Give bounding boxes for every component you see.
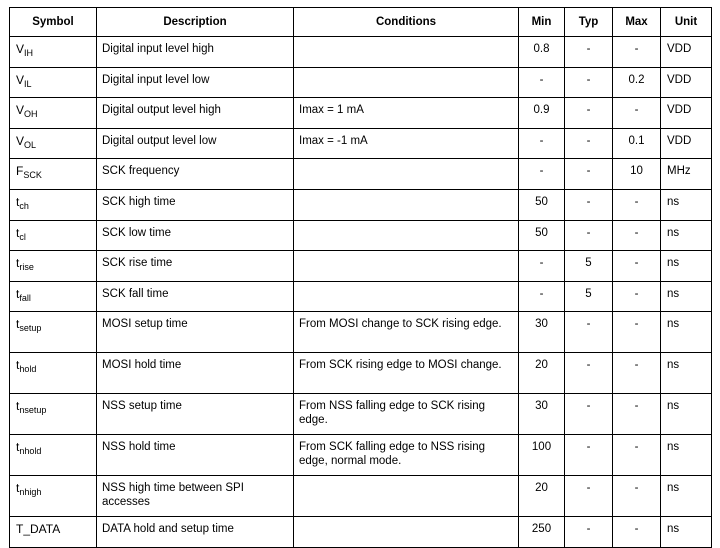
max-cell: - — [613, 476, 661, 517]
max-cell: - — [613, 517, 661, 548]
symbol-cell — [10, 353, 97, 394]
symbol-base: t — [16, 440, 20, 455]
conditions-cell: Imax = 1 mA — [294, 98, 519, 129]
unit-cell: MHz — [661, 159, 712, 190]
conditions-cell — [294, 37, 519, 68]
header-max: Max — [613, 8, 661, 37]
description-cell: SCK high time — [97, 189, 294, 220]
description-cell: Digital output level high — [97, 98, 294, 129]
header-typ: Typ — [565, 8, 613, 37]
description-cell: DATA hold and setup time — [97, 517, 294, 548]
typ-cell: - — [565, 37, 613, 68]
min-cell: - — [519, 128, 565, 159]
symbol-subscript: OH — [24, 109, 38, 120]
description-cell: SCK fall time — [97, 281, 294, 312]
max-cell: 0.1 — [613, 128, 661, 159]
symbol-cell — [10, 394, 97, 435]
min-cell: 250 — [519, 517, 565, 548]
symbol-base: t — [16, 194, 20, 209]
min-cell: 30 — [519, 394, 565, 435]
symbol-cell — [10, 517, 97, 548]
conditions-cell — [294, 281, 519, 312]
unit-cell: ns — [661, 189, 712, 220]
symbol-subscript: IL — [24, 78, 32, 89]
typ-cell: - — [565, 220, 613, 251]
table-body — [10, 37, 712, 548]
min-cell: - — [519, 281, 565, 312]
header-unit: Unit — [661, 8, 712, 37]
table-row — [10, 37, 712, 68]
conditions-cell: From MOSI change to SCK rising edge. — [294, 312, 519, 353]
symbol-subscript: fall — [19, 292, 31, 303]
max-cell: - — [613, 37, 661, 68]
table-row — [10, 98, 712, 129]
unit-cell: ns — [661, 394, 712, 435]
max-cell: - — [613, 312, 661, 353]
symbol-subscript: cl — [19, 231, 26, 242]
symbol-base: V — [16, 103, 25, 118]
min-cell: - — [519, 159, 565, 190]
min-cell: 30 — [519, 312, 565, 353]
typ-cell: - — [565, 67, 613, 98]
symbol-subscript: IH — [24, 48, 34, 58]
typ-cell: - — [565, 312, 613, 353]
max-cell: 10 — [613, 159, 661, 190]
description-cell: NSS high time between SPI accesses — [97, 476, 294, 517]
header-row — [10, 8, 712, 37]
table-row — [10, 251, 712, 282]
table-row — [10, 220, 712, 251]
min-cell: - — [519, 251, 565, 282]
typ-cell: - — [565, 476, 613, 517]
max-cell: - — [613, 251, 661, 282]
symbol-base: V — [16, 133, 25, 148]
unit-cell: ns — [661, 435, 712, 476]
symbol-subscript: ch — [19, 200, 29, 211]
min-cell: 20 — [519, 476, 565, 517]
symbol-base: F — [16, 164, 24, 179]
typ-cell: - — [565, 128, 613, 159]
symbol-subscript: setup — [19, 323, 42, 334]
symbol-subscript: nsetup — [19, 405, 47, 416]
conditions-cell — [294, 251, 519, 282]
symbol-cell — [10, 476, 97, 517]
symbol-base: t — [16, 317, 20, 332]
min-cell: 20 — [519, 353, 565, 394]
symbol-cell — [10, 435, 97, 476]
unit-cell: VDD — [661, 37, 712, 68]
header-conditions: Conditions — [294, 8, 519, 37]
symbol-subscript: OL — [24, 139, 37, 150]
spec-table — [9, 7, 712, 548]
max-cell: - — [613, 220, 661, 251]
min-cell: 0.8 — [519, 37, 565, 68]
symbol-subscript: nhold — [19, 446, 42, 457]
symbol-base: t — [16, 225, 20, 240]
conditions-cell: From SCK falling edge to NSS rising edge, normal mode. — [294, 435, 519, 476]
description-cell: Digital input level high — [97, 37, 294, 68]
conditions-cell — [294, 159, 519, 190]
unit-cell: ns — [661, 476, 712, 517]
unit-cell: ns — [661, 251, 712, 282]
typ-cell: - — [565, 189, 613, 220]
max-cell: - — [613, 435, 661, 476]
table-row — [10, 189, 712, 220]
symbol-base: V — [16, 42, 25, 56]
table-row — [10, 353, 712, 394]
table-row — [10, 435, 712, 476]
conditions-cell — [294, 67, 519, 98]
typ-cell: - — [565, 435, 613, 476]
conditions-cell — [294, 189, 519, 220]
max-cell: - — [613, 189, 661, 220]
symbol-base: V — [16, 72, 25, 87]
typ-cell: - — [565, 98, 613, 129]
typ-cell: - — [565, 159, 613, 190]
typ-cell: - — [565, 517, 613, 548]
description-cell: SCK frequency — [97, 159, 294, 190]
unit-cell: ns — [661, 353, 712, 394]
symbol-base: t — [16, 481, 20, 496]
symbol-subscript: rise — [19, 262, 34, 273]
table-row — [10, 67, 712, 98]
symbol-base: t — [16, 286, 20, 301]
symbol-cell — [10, 67, 97, 98]
unit-cell: ns — [661, 220, 712, 251]
conditions-cell — [294, 476, 519, 517]
conditions-cell: From NSS falling edge to SCK rising edge. — [294, 394, 519, 435]
description-cell: NSS setup time — [97, 394, 294, 435]
symbol-cell — [10, 312, 97, 353]
symbol-cell — [10, 128, 97, 159]
table-row — [10, 128, 712, 159]
symbol-subscript: nhigh — [19, 487, 42, 498]
min-cell: - — [519, 67, 565, 98]
header-symbol: Symbol — [10, 8, 97, 37]
unit-cell: VDD — [661, 98, 712, 129]
description-cell: MOSI hold time — [97, 353, 294, 394]
symbol-cell — [10, 281, 97, 312]
table-row — [10, 159, 712, 190]
symbol-base: t — [16, 358, 20, 373]
unit-cell: VDD — [661, 128, 712, 159]
typ-cell: - — [565, 353, 613, 394]
min-cell: 50 — [519, 220, 565, 251]
symbol-base: t — [16, 256, 20, 271]
description-cell: MOSI setup time — [97, 312, 294, 353]
header-description: Description — [97, 8, 294, 37]
min-cell: 0.9 — [519, 98, 565, 129]
max-cell: - — [613, 353, 661, 394]
symbol-cell — [10, 189, 97, 220]
description-cell: Digital output level low — [97, 128, 294, 159]
table-row — [10, 517, 712, 548]
table-row — [10, 281, 712, 312]
symbol-subscript: SCK — [23, 170, 42, 181]
conditions-cell — [294, 517, 519, 548]
max-cell: - — [613, 98, 661, 129]
symbol-cell — [10, 98, 97, 129]
min-cell: 50 — [519, 189, 565, 220]
table-row — [10, 394, 712, 435]
symbol-cell — [10, 251, 97, 282]
symbol-cell — [10, 220, 97, 251]
conditions-cell: From SCK rising edge to MOSI change. — [294, 353, 519, 394]
min-cell: 100 — [519, 435, 565, 476]
typ-cell: 5 — [565, 281, 613, 312]
table-row — [10, 312, 712, 353]
symbol-base: T_DATA — [16, 522, 61, 537]
symbol-base: t — [16, 399, 20, 414]
unit-cell: ns — [661, 312, 712, 353]
symbol-subscript: hold — [19, 364, 37, 375]
unit-cell: ns — [661, 281, 712, 312]
typ-cell: 5 — [565, 251, 613, 282]
symbol-cell — [10, 159, 97, 190]
max-cell: - — [613, 394, 661, 435]
description-cell: NSS hold time — [97, 435, 294, 476]
description-cell: SCK rise time — [97, 251, 294, 282]
symbol-cell — [10, 37, 97, 68]
header-min: Min — [519, 8, 565, 37]
unit-cell: ns — [661, 517, 712, 548]
max-cell: - — [613, 281, 661, 312]
table-row — [10, 476, 712, 517]
typ-cell: - — [565, 394, 613, 435]
unit-cell: VDD — [661, 67, 712, 98]
max-cell: 0.2 — [613, 67, 661, 98]
description-cell: Digital input level low — [97, 67, 294, 98]
description-cell: SCK low time — [97, 220, 294, 251]
conditions-cell: Imax = -1 mA — [294, 128, 519, 159]
conditions-cell — [294, 220, 519, 251]
